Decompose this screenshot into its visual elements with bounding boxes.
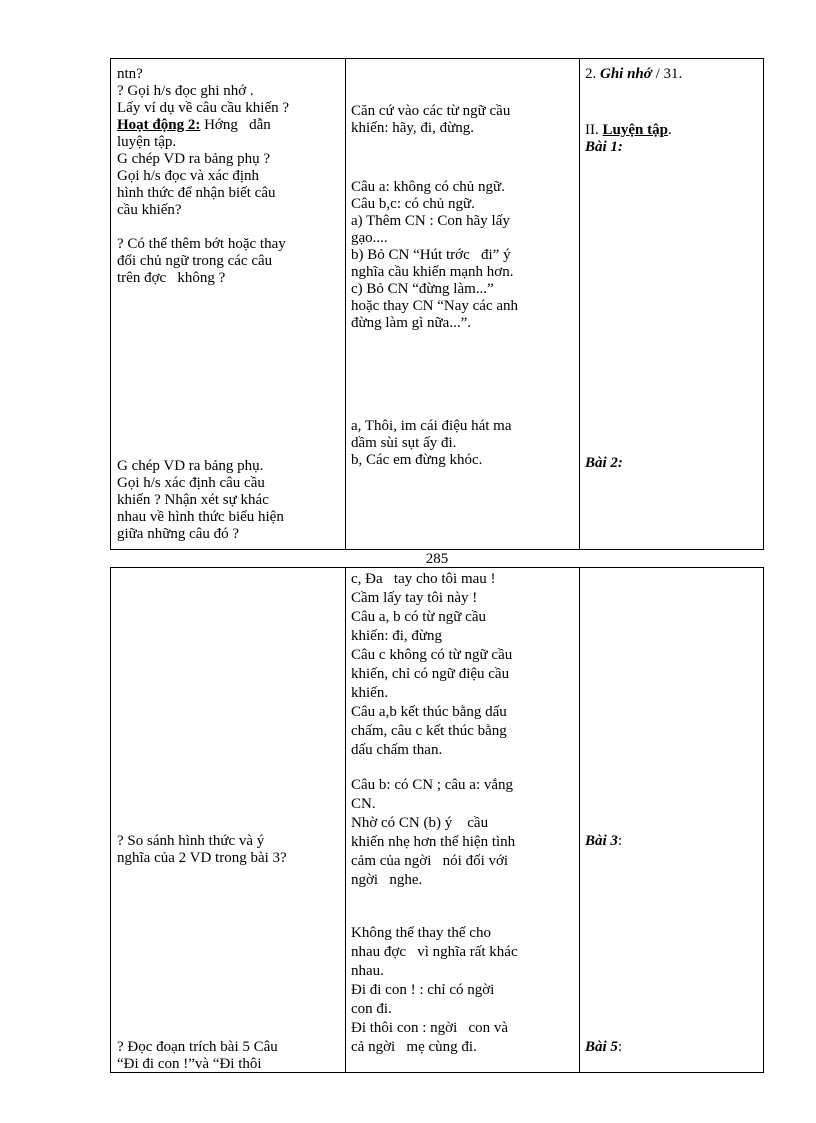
text-line bbox=[585, 66, 682, 83]
text-fragment: G chép VD ra bảng phụ. bbox=[117, 458, 264, 474]
column-divider bbox=[345, 568, 346, 1072]
text-line bbox=[585, 122, 672, 139]
text-line bbox=[351, 120, 474, 137]
text-fragment: Đi thôi con : ngời con và bbox=[351, 1020, 509, 1036]
text-line bbox=[585, 139, 623, 156]
text-fragment: khiến. bbox=[351, 685, 389, 701]
text-line bbox=[351, 777, 513, 794]
text-fragment: c, Đa tay cho tôi mau ! bbox=[351, 571, 496, 587]
text-fragment: gạo.... bbox=[351, 230, 388, 246]
text-fragment: a, Thôi, im cái điệu hát ma bbox=[351, 418, 512, 434]
text-line bbox=[351, 853, 508, 870]
text-line bbox=[117, 66, 143, 83]
text-line bbox=[351, 666, 509, 683]
text-fragment: a) Thêm CN : Con hãy lấy bbox=[351, 213, 510, 229]
text-line bbox=[117, 236, 286, 253]
text-line bbox=[351, 1020, 508, 1037]
text-fragment: “Đi đi con !”và “Đi thôi bbox=[117, 1056, 262, 1072]
text-line bbox=[351, 590, 477, 607]
text-line bbox=[117, 83, 254, 100]
text-fragment: 2. bbox=[585, 66, 600, 82]
text-line bbox=[351, 315, 471, 332]
activity-heading: Hoạt động 2: bbox=[117, 117, 201, 133]
text-fragment: Gọi h/s xác định câu cầu bbox=[117, 475, 265, 491]
text-fragment: Câu b: có CN ; câu a: vắng bbox=[351, 777, 514, 793]
text-fragment: nghĩa cầu khiến mạnh hơn. bbox=[351, 264, 514, 280]
text-fragment: Câu b,c: có chủ ngữ. bbox=[351, 196, 475, 212]
text-line bbox=[351, 179, 505, 196]
text-line bbox=[117, 492, 269, 509]
text-line bbox=[351, 647, 512, 664]
section-heading: Luyện tập bbox=[602, 122, 668, 138]
page-number: 285 bbox=[425, 551, 449, 567]
text-line bbox=[351, 742, 442, 759]
text-line bbox=[117, 253, 272, 270]
text-fragment: nhau. bbox=[351, 963, 384, 979]
text-fragment: II. bbox=[585, 122, 603, 138]
text-fragment: Nhờ có CN (b) ý cầu bbox=[351, 815, 489, 831]
text-fragment: ? Có thể thêm bớt hoặc thay bbox=[117, 236, 286, 252]
text-fragment: CN. bbox=[351, 796, 376, 812]
column-divider bbox=[345, 59, 346, 549]
text-fragment: khiến: hãy, đi, đừng. bbox=[351, 120, 474, 136]
exercise-label: Bài 2: bbox=[585, 455, 623, 471]
text-fragment: : bbox=[617, 833, 623, 849]
exercise-label: Bài 1: bbox=[585, 139, 623, 155]
text-line bbox=[351, 963, 384, 980]
text-fragment: cầu khiến? bbox=[117, 202, 182, 218]
text-line bbox=[117, 509, 284, 526]
text-fragment: ? Gọi h/s đọc ghi nhớ . bbox=[117, 83, 254, 99]
text-line bbox=[351, 834, 515, 851]
text-line bbox=[117, 850, 287, 867]
text-line bbox=[585, 1039, 622, 1056]
column-divider bbox=[579, 568, 580, 1072]
text-fragment: Cầm lấy tay tôi này ! bbox=[351, 590, 478, 606]
text-fragment: : bbox=[617, 1039, 623, 1055]
text-line bbox=[117, 270, 225, 287]
text-line bbox=[351, 872, 422, 889]
text-fragment: con đi. bbox=[351, 1001, 392, 1017]
text-line bbox=[351, 196, 475, 213]
text-line bbox=[351, 281, 494, 298]
text-line bbox=[117, 100, 289, 117]
text-line bbox=[351, 796, 376, 813]
text-fragment: nghĩa của 2 VD trong bài 3? bbox=[117, 850, 287, 866]
text-fragment: cảm của ngời nói đối với bbox=[351, 853, 509, 869]
text-fragment: Đi đi con ! : chỉ có ngời bbox=[351, 982, 495, 998]
text-fragment: nhau về hình thức biểu hiện bbox=[117, 509, 284, 525]
text-fragment: trên đợc không ? bbox=[117, 270, 226, 286]
text-line bbox=[117, 134, 176, 151]
text-fragment: Gọi h/s đọc và xác định bbox=[117, 168, 260, 184]
text-fragment: Câu a, b có từ ngữ cầu bbox=[351, 609, 486, 625]
text-line bbox=[117, 168, 259, 185]
text-fragment: . bbox=[667, 122, 672, 138]
text-fragment: b, Các em đừng khóc. bbox=[351, 452, 483, 468]
text-fragment: khiến, chỉ có ngữ điệu cầu bbox=[351, 666, 510, 682]
text-line bbox=[351, 103, 510, 120]
text-fragment: đừng làm gì nữa...”. bbox=[351, 315, 471, 331]
text-fragment: ? Đọc đoạn trích bài 5 Câu bbox=[117, 1039, 278, 1055]
text-line bbox=[351, 230, 388, 247]
text-fragment: đổi chủ ngữ trong các câu bbox=[117, 253, 273, 269]
text-fragment: b) Bỏ CN “Hút trớc đi” ý bbox=[351, 247, 511, 263]
exercise-label: Ghi nhớ bbox=[600, 66, 652, 82]
text-fragment: ntn? bbox=[117, 66, 143, 82]
text-fragment: Hớng dẫn bbox=[200, 117, 271, 133]
text-line bbox=[117, 458, 263, 475]
text-fragment: dầm sùi sụt ấy đi. bbox=[351, 435, 457, 451]
text-fragment: Câu a,b kết thúc bằng dấu bbox=[351, 704, 507, 720]
text-line bbox=[351, 609, 486, 626]
text-fragment: ngời nghe. bbox=[351, 872, 423, 888]
text-fragment: nhau đợc vì nghĩa rất khác bbox=[351, 944, 518, 960]
text-fragment: dấu chấm than. bbox=[351, 742, 443, 758]
text-line bbox=[351, 982, 494, 999]
text-line bbox=[117, 526, 239, 543]
text-fragment: luyện tập. bbox=[117, 134, 177, 150]
text-line bbox=[585, 833, 622, 850]
text-fragment: cả ngời mẹ cùng đi. bbox=[351, 1039, 477, 1055]
text-fragment: Lấy ví dụ về câu cầu khiến ? bbox=[117, 100, 290, 116]
text-fragment: hoặc thay CN “Nay các anh bbox=[351, 298, 519, 314]
text-fragment: c) Bỏ CN “đừng làm...” bbox=[351, 281, 494, 297]
text-line bbox=[351, 264, 513, 281]
text-line bbox=[117, 117, 271, 134]
text-fragment: Căn cứ vào các từ ngữ cầu bbox=[351, 103, 511, 119]
text-fragment: ? So sánh hình thức và ý bbox=[117, 833, 265, 849]
text-line bbox=[351, 213, 510, 230]
text-line bbox=[117, 151, 270, 168]
text-line bbox=[351, 723, 507, 740]
text-line bbox=[351, 435, 456, 452]
text-line bbox=[351, 704, 507, 721]
text-line bbox=[117, 1056, 262, 1073]
text-line bbox=[351, 815, 488, 832]
text-fragment: Không thể thay thế cho bbox=[351, 925, 491, 941]
exercise-label: Bài 5 bbox=[585, 1039, 618, 1055]
text-line bbox=[351, 247, 511, 264]
text-fragment: Câu c không có từ ngữ cầu bbox=[351, 647, 513, 663]
text-line bbox=[117, 475, 265, 492]
text-line bbox=[351, 452, 482, 469]
text-fragment: khiến: đi, đừng bbox=[351, 628, 443, 644]
text-line bbox=[351, 1001, 392, 1018]
text-fragment: chấm, câu c kết thúc bằng bbox=[351, 723, 507, 739]
text-line bbox=[351, 628, 442, 645]
text-line bbox=[351, 685, 388, 702]
text-fragment: Câu a: không có chủ ngữ. bbox=[351, 179, 505, 195]
text-fragment: khiến nhẹ hơn thể hiện tình bbox=[351, 834, 516, 850]
text-line bbox=[117, 833, 264, 850]
text-fragment: hình thức để nhận biết câu bbox=[117, 185, 276, 201]
text-line bbox=[351, 418, 512, 435]
text-fragment: giữa những câu đó ? bbox=[117, 526, 240, 542]
exercise-label: Bài 3 bbox=[585, 833, 618, 849]
text-line bbox=[117, 1039, 278, 1056]
text-line bbox=[351, 925, 491, 942]
text-fragment: G chép VD ra bảng phụ ? bbox=[117, 151, 271, 167]
text-line bbox=[117, 185, 276, 202]
text-line bbox=[117, 202, 182, 219]
text-line bbox=[351, 944, 518, 961]
text-fragment: khiến ? Nhận xét sự khác bbox=[117, 492, 269, 508]
column-divider bbox=[579, 59, 580, 549]
text-line bbox=[585, 455, 623, 472]
text-line bbox=[351, 571, 496, 588]
text-line bbox=[351, 1039, 477, 1056]
text-line bbox=[351, 298, 518, 315]
text-fragment: / 31. bbox=[651, 66, 683, 82]
